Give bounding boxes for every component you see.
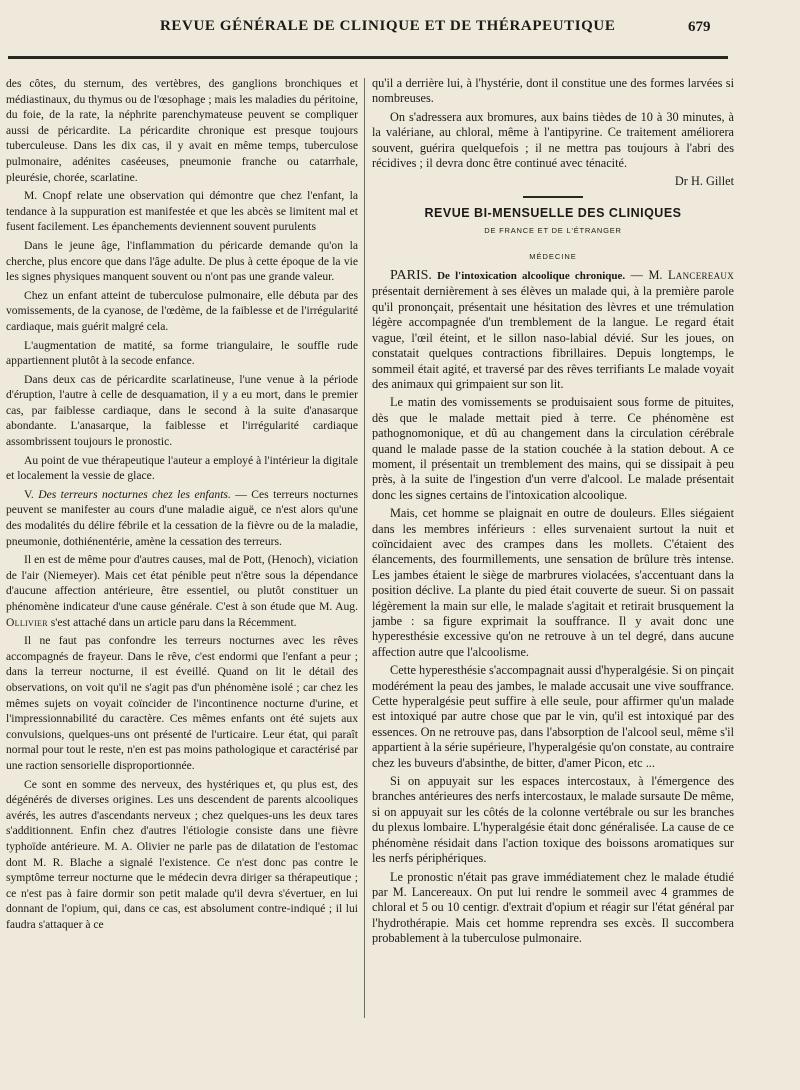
section-divider	[523, 196, 583, 198]
running-title: REVUE GÉNÉRALE DE CLINIQUE ET DE THÉRAPEUTIQUE	[160, 18, 616, 34]
paragraph: Si on appuyait sur les espaces intercostaux, à l'émergence des branches antérieures des nerfs intercostaux, le malade sursaute De même, si on appuyait sur les côtés de la colonne vertébrale ou sur les branches du plexus lombaire. L'hyperalgésie était donc généralisée. La cause de ce phénomène résidait dans l'action toxique des boissons aromatiques sur les nerfs périphériques.	[372, 774, 734, 866]
paragraph: Le pronostic n'était pas grave immédiatement chez le malade étudié par M. Lancereaux. On put lui rendre le sommeil avec 4 grammes de chloral et 5 ou 10 centigr. d'extrait d'opium et réagir sur l'état général par l'hydrothérapie. Mais cet homme reprendra ses excès. Il succombera probablement à la tuberculose pulmonaire.	[372, 869, 734, 946]
paragraph: Chez un enfant atteint de tuberculose pulmonaire, elle débuta par des vomissements, de la cyanose, de l'œdème, de la faiblesse et de l'irrégularité cardiaque, mais guérit malgré cela.	[6, 288, 358, 333]
page-number: 679	[688, 19, 711, 35]
paragraph: qu'il a derrière lui, à l'hystérie, dont il constitue une des formes larvées si nombreuses.	[372, 76, 734, 106]
paragraph: L'augmentation de matité, sa forme triangulaire, le souffle rude appartiennent plutôt à la secode enfance.	[6, 338, 358, 368]
article-lead-paragraph	[372, 268, 734, 392]
section-label: MÉDECINE	[529, 251, 577, 261]
section-title: REVUE BI-MENSUELLE DES CLINIQUES	[424, 205, 682, 220]
right-column-body	[372, 76, 734, 947]
paragraph: des côtes, du sternum, des vertèbres, des ganglions bronchiques et médiastinaux, du thymus ou de l'œsophage ; mais les maladies du péritoine, du foie, de la rate, la néphrite parenchymateuse peuvent se compliquer aussi de péricardite. La péricardite chronique est presque toujours tuberculeuse. Dans les dix cas, il y avait en même temps, tuberculose pulmonaire, adénites caséeuses, pneumonie franche ou catarrhale, pleurésie, chorée, scarlatine.	[6, 77, 358, 184]
section-heading: Des terreurs nocturnes chez les enfants.	[38, 487, 231, 501]
paragraph: Mais, cet homme se plaignait en outre de douleurs. Elles siégaient dans les membres inférieurs : elles survenaient surtout la nuit et coïncidaient avec des crampes dans les mollets. C'étaient des élancements, des fourmillements, une sensation de brûlure très intense. Les jambes étaient le siège de marbrures violacées, s'accentuant dans la position déclive. La plante du pied était couverte de sueur. Si on passait légèrement la main sur elle, le malade s'agitait et retirait brusquement la jambe : sa figure exprimait la souffrance. Il y avait donc une hyperesthésie excessive qu'on ne retrouve à un tel degré, dans aucune affection autre que l'alcoolisme.	[372, 506, 734, 659]
paragraph: Il ne faut pas confondre les terreurs nocturnes avec les rêves accompagnés de frayeur. Dans le rêve, c'est endormi que l'enfant a peur ; dans la terreur nocturne, il est éveillé. Quand on lit le détail des observations, on voit qu'il ne s'agit pas d'un phénomène isolé ; car chez les mêmes sujets on voyait coïncider de l'incontinence nocturne d'urine, et l'impressionnabilité du caractère. Ces mêmes enfants ont été sujets aux convulsions, quelques-uns ont présenté de l'urticaire. Leur état, qui paraît normal pour tout le reste, n'en est pas moins pathologique et caractérisé par une raction sensorielle disproportionnée.	[6, 634, 358, 772]
paragraph: M. Cnopf relate une observation qui démontre que chez l'enfant, la tendance à la suppuration est manifestée et que les abcès se limitent mal et fusent facilement. Les épanchements deviennent souvent purulents	[6, 189, 358, 234]
paragraph: Le matin des vomissements se produisaient sous forme de pituites, dès que le malade mettait pied à terre. Ce phénomène est pathognomonique, et dû au changement dans la circulation cérébrale quand le malade passe de la station couchée à la station debout. A ce moment, il présentait un tremblement des mains, qui se dissipait à peu près, à la suite de l'ingestion d'un verre d'alcool. Le malade présentait donc les signes certains de l'intoxication alcoolique.	[372, 395, 734, 502]
page-header	[0, 0, 800, 62]
author-name: Ollivier	[6, 615, 48, 629]
article-title: De l'intoxication alcoolique chronique.	[431, 270, 626, 283]
paragraph-text: s'est attaché dans un article paru dans la Récemment.	[47, 615, 297, 629]
paragraph: Ce sont en somme des nerveux, des hystériques et, qu plus est, des dégénérés de diverses origines. Les uns descendent de parents alcooliques avérés, les autres d'ascendants nerveux ; chez quelques-uns les deux tares s'additionnent. Enfin chez d'autres l'étiologie consiste dans une fièvre typhoïde antérieure. M. A. Olivier ne parle pas de dilatation de l'estomac dont M. R. Blache a signalé l'existence. Ce n'est donc pas contre le symptôme terreur nocturne que le médecin devra diriger sa thérapeutique ; ce n'est pas à faire dormir son petit malade qu'il devra s'évertuer, en lui donnant de l'opium, qui, dans ce cas, est absolument contre-indiqué ; il lui faudra s'attaquer à ce	[6, 777, 358, 931]
author-signature: Dr H. Gillet	[674, 174, 734, 189]
paragraph-text: présentait dernièrement à ses élèves un malade qui, à la première parole qu'il prononçait, présentait une hésitation des lèvres et une trémulation légère accompagnée d'un tremblement de la langue. Le regard était vague, l'œil éteint, et le sillon naso-labial dévié. Sur les joues, on constatait quelques contractions fibrillaires. Depuis longtemps, le sommeil était agité, et traversé par des rêves terrifiants Le malade voyait des animaux qui grimpaient sur son lit.	[372, 284, 734, 391]
paragraph: Dans deux cas de péricardite scarlatineuse, l'une venue à la période d'éruption, l'autre à celle de desquamation, il y a eu mort, dans le premier cas, par faiblesse cardiaque, dans le second à la suite d'anasarque abondante. L'anasarque, la faiblesse et l'irrégularité cardiaque assombrissent toujours le pronostic.	[6, 372, 358, 449]
section-v-paragraph	[6, 487, 358, 549]
paragraph-text: Il en est de même pour d'autres causes, mal de Pott, (Henoch), viciation de l'air (Niemeyer). Mais cet état pénible peut n'être sous la dépendance d'aucune affection antérieure, être essentiel, ou plutôt constituer un phénomène indicateur d'une cause générale. C'est à son étude que M. Aug.	[6, 553, 358, 613]
section-subtitle: DE FRANCE ET DE L'ÉTRANGER	[484, 226, 622, 236]
right-column	[372, 76, 734, 950]
paragraph: Dans le jeune âge, l'inflammation du péricarde demande qu'on la cherche, plus encore que dans l'âge adulte. De plus à cette époque de la vie les signes physiques manquent souvent ou n'ont pas une grande valeur.	[6, 238, 358, 284]
paragraph-text: — Ces terreurs nocturnes peuvent se manifester au cours d'une maladie aiguë, ce n'est alors qu'une des modalités du délire fébrile et la cessation de la fièvre ou de la maladie, pneumonie, dothiénentérie, amène la cessation des terreurs.	[6, 487, 358, 548]
paragraph	[6, 552, 358, 630]
section-number: V.	[24, 487, 39, 501]
paragraph: On s'adressera aux bromures, aux bains tièdes de 10 à 30 minutes, à la valériane, au chloral, même à l'antipyrine. Ce traitement améliorera souvent, guérira quelquefois ; il ne mettra pas toujours à l'abri des récidives ; il devra donc être continué avec ténacité.	[372, 109, 734, 171]
paragraph-text: — M.	[625, 268, 668, 283]
column-divider	[364, 78, 365, 1018]
header-rule	[8, 56, 728, 59]
city-name: PARIS.	[390, 268, 432, 284]
paragraph: Au point de vue thérapeutique l'auteur a employé à l'intérieur la digitale et localement la vessie de glace.	[6, 453, 358, 483]
author-name: Lancereaux	[667, 268, 734, 283]
left-column	[6, 76, 358, 935]
paragraph: Cette hyperesthésie s'accompagnait aussi d'hyperalgésie. Si on pinçait modérément la peau des jambes, le malade accusait une vive souffrance. Cette hyperalgésie peut suffire à elle seule, pour affirmer qu'un malade est intoxiqué par autre chose que par le vin, qu'il est intoxiqué par des essences. On ne retrouve pas, dans l'absorption de l'alcool seul, même s'il appartient à la série supérieure, l'hyperalgésie qu'on constate, au contraire chez les buveurs d'absinthe, de bitter, d'amer Picon, etc ...	[372, 663, 734, 770]
